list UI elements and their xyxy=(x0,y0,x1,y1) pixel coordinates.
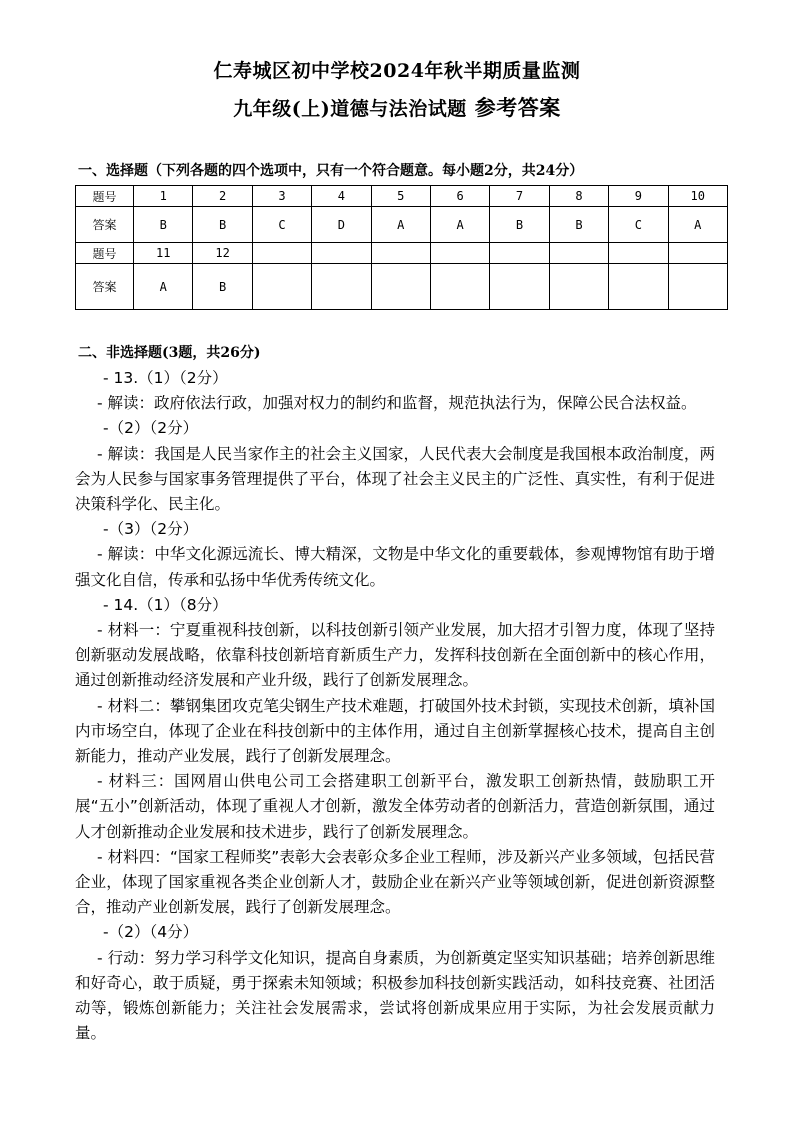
question-number xyxy=(430,243,489,264)
question-subheading: -（2）（4分） xyxy=(103,923,199,942)
answer-cell: A xyxy=(371,207,430,243)
table-row xyxy=(76,243,728,264)
answer-paragraph: - 解读：中华文化源远流长、博大精深，文物是中华文化的重要载体，参观博物馆有助于增强文化自信，传承和弘扬中华优秀传统文化。 xyxy=(75,545,715,589)
question-number: 9 xyxy=(609,186,668,207)
table-row xyxy=(76,186,728,207)
answer-cell: D xyxy=(312,207,371,243)
question-number: 1 xyxy=(134,186,193,207)
question-number: 10 xyxy=(668,186,727,207)
question-number xyxy=(549,243,608,264)
answer-cell xyxy=(609,264,668,310)
answer-cell: A xyxy=(430,207,489,243)
answer-cell xyxy=(430,264,489,310)
table-row xyxy=(76,207,728,243)
table-row xyxy=(76,264,728,310)
question-number-label: 题号 xyxy=(76,243,134,264)
question-number: 6 xyxy=(430,186,489,207)
answer-label: 答案 xyxy=(76,207,134,243)
section1-heading: 一、选择题（下列各题的四个选项中，只有一个符合题意。每小题2分，共24分） xyxy=(78,163,584,179)
answer-paragraph: - 材料四：“国家工程师奖”表彰大会表彰众多企业工程师，涉及新兴产业多领域，包括民营企业，体现了国家重视各类企业创新人才，鼓励企业在新兴产业等领域创新，促进创新资源整合，推动产业创新发展，践行了创新发展理念。 xyxy=(75,847,715,917)
answer-label: 答案 xyxy=(76,264,134,310)
question-number: 7 xyxy=(490,186,549,207)
answer-paragraph: - 解读：政府依法行政，加强对权力的制约和监督，规范执法行为，保障公民合法权益。 xyxy=(97,394,697,413)
question-number: 2 xyxy=(193,186,252,207)
question-number: 11 xyxy=(134,243,193,264)
question-number xyxy=(668,243,727,264)
question-number xyxy=(609,243,668,264)
document-title: 仁寿城区初中学校2024年秋半期质量监测 xyxy=(213,60,581,82)
question-number xyxy=(490,243,549,264)
answer-cell: B xyxy=(193,264,252,310)
answer-cell xyxy=(312,264,371,310)
question-number-label: 题号 xyxy=(76,186,134,207)
question-number xyxy=(312,243,371,264)
question-number: 12 xyxy=(193,243,252,264)
answer-cell xyxy=(490,264,549,310)
question-number xyxy=(371,243,430,264)
subtitle-exam-name: 九年级(上)道德与法治试题 xyxy=(233,98,467,120)
answer-paragraph: - 材料二：攀钢集团攻克笔尖钢生产技术难题，打破国外技术封锁，实现技术创新，填补国内市场空白，体现了企业在科技创新中的主体作用，通过自主创新掌握核心技术，提高自主创新能力，推动产业发展，践行了创新发展理念。 xyxy=(75,696,715,766)
document-subtitle xyxy=(0,92,794,122)
question-subheading: -（2）（2分） xyxy=(103,419,199,438)
answer-paragraph: - 行动：努力学习科学文化知识，提高自身素质，为创新奠定坚实知识基础；培养创新思维和好奇心，敢于质疑，勇于探索未知领域；积极参加科技创新实践活动，如科技竞赛、社团活动等，锻炼创新能力；关注社会发展需求，尝试将创新成果应用于实际，为社会发展贡献力量。 xyxy=(75,948,715,1043)
question-number xyxy=(252,243,311,264)
question-subheading: - 13.（1）（2分） xyxy=(103,369,228,387)
question-number: 3 xyxy=(252,186,311,207)
answer-cell xyxy=(371,264,430,310)
answer-paragraph: - 材料三：国网眉山供电公司工会搭建职工创新平台，激发职工创新热情，鼓励职工开展“五小”创新活动，体现了重视人才创新，激发全体劳动者的创新活力，营造创新氛围，通过人才创新推动企业发展和技术进步，践行了创新发展理念。 xyxy=(75,772,715,841)
answer-cell: B xyxy=(490,207,549,243)
answer-cell: C xyxy=(252,207,311,243)
answer-cell: A xyxy=(134,264,193,310)
answer-paragraph: - 材料一：宁夏重视科技创新，以科技创新引领产业发展，加大招才引智力度，体现了坚持创新驱动发展战略，依靠科技创新培育新质生产力，发挥科技创新在全面创新中的核心作用，通过创新推动经济发展和产业升级，践行了创新发展理念。 xyxy=(75,621,715,690)
answers-body xyxy=(75,366,715,1046)
answer-cell xyxy=(668,264,727,310)
answer-cell: B xyxy=(193,207,252,243)
section2-heading: 二、非选择题(3题，共26分) xyxy=(78,345,261,361)
question-number: 5 xyxy=(371,186,430,207)
answer-cell: B xyxy=(134,207,193,243)
question-subheading: -（3）（2分） xyxy=(103,520,199,539)
answer-cell xyxy=(549,264,608,310)
answer-table xyxy=(75,185,728,310)
answer-cell: A xyxy=(668,207,727,243)
question-subheading: - 14.（1）（8分） xyxy=(103,595,228,614)
answer-cell xyxy=(252,264,311,310)
answer-cell: C xyxy=(609,207,668,243)
subtitle-answer-label: 参考答案 xyxy=(474,95,561,120)
answer-paragraph: - 解读：我国是人民当家作主的社会主义国家，人民代表大会制度是我国根本政治制度，两会为人民参与国家事务管理提供了平台，体现了社会主义民主的广泛性、真实性，有利于促进决策科学化、民主化。 xyxy=(75,444,715,514)
answer-cell: B xyxy=(549,207,608,243)
question-number: 8 xyxy=(549,186,608,207)
question-number: 4 xyxy=(312,186,371,207)
